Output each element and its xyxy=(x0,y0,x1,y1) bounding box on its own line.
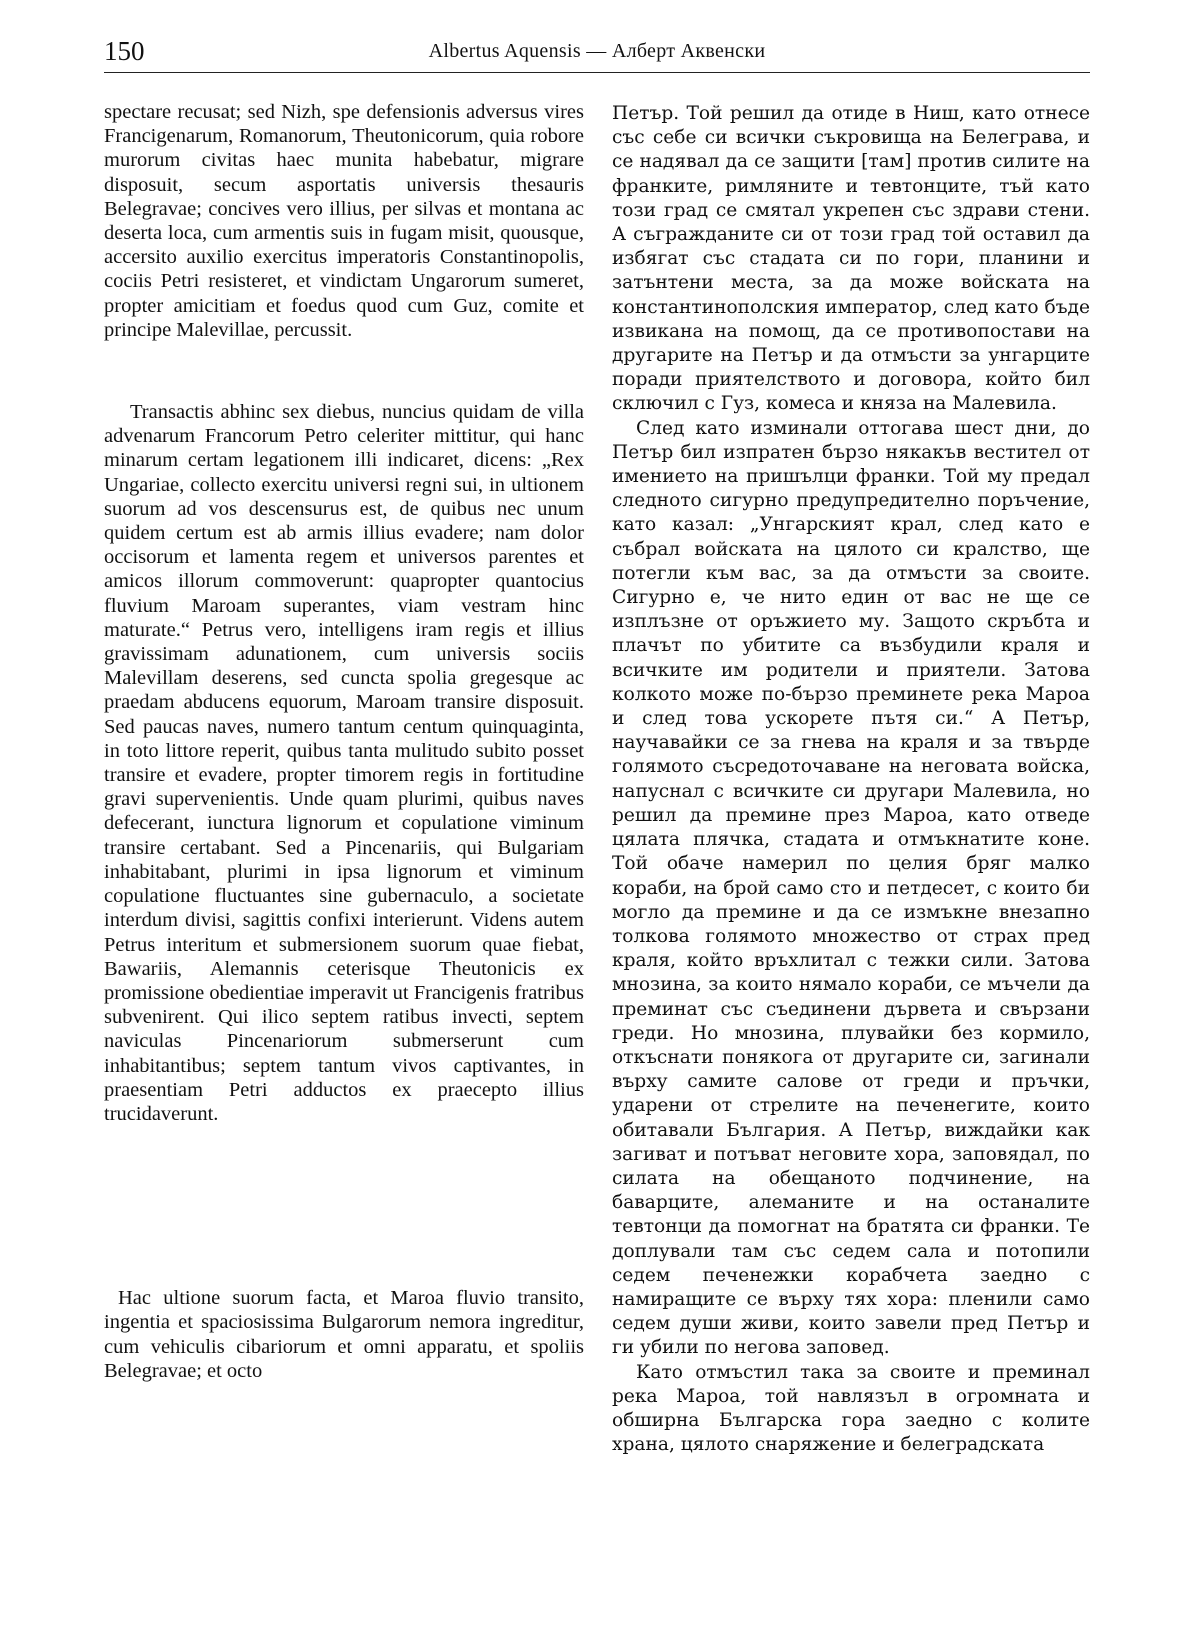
latin-paragraph: Hac ultione suorum facta, et Maroa fluvio transito, ingentia et spaciosissima Bulgarorum nemora ingreditur, cum vehiculis cibariorum et omni apparatu, et spoliis Belegravae; et octo xyxy=(104,1287,584,1382)
latin-column xyxy=(104,90,584,1383)
page-header xyxy=(104,34,1090,74)
bulgarian-paragraph: Петър. Той решил да отиде в Ниш, като отнесе със себе си всички съкровища на Белеграва, и се надявал да се защити [там] против силите на франките, римляните и тевтонците, тъй като този град се смятал укрепен със здрави стени. А съгражданите си от този град той оставил да избягат със стадата си по гори, планини и затънтени места, за да може войската на константинополския император, след като бъде извикана на помощ, да се противопостави на другарите на Петър и да отмъсти за унгарците поради приятелството и договора, който бил сключил с Гуз, комеса и княза на Малевила. xyxy=(612,103,1090,415)
bulgarian-column xyxy=(612,92,1090,1457)
latin-paragraph: Transactis abhinc sex diebus, nuncius quidam de villa advenarum Francorum Petro celeriter mittitur, qui hanc minarum certam legationem illi indicaret, dicens: „Rex Ungariae, collecto exercitu universi regni sui, in ultionem suorum ad vos descensurus est, de quibus nec unum quidem certum est ab armis illius evadere; nam dolor occisorum et lamenta regem et universos parentes et amicos illorum commoverunt: quapropter quantocius fluvium Maroam superantes, viam vestram hinc maturate.“ Petrus vero, intelligens iram regis et illius gravissimam adunationem, cum universis sociis Malevillam deserens, sed cuncta spolia gregesque ac praedam abducens equorum, Maroam transire disposuit. Sed paucas naves, numero tantum centum quinquaginta, in toto littore reperit, quibus tanta mulitudo subito posset transire et evadere, propter timorem regis in fortitudine gravi supervenientis. Unde quam plurimi, quibus naves defecerant, iunctura lignorum et copulatione viminum transire certabant. Sed a Pincenariis, qui Bulgariam inhabitabant, plurimi in ipsa lignorum et viminum copulatione fluctuantes sine gubernaculo, a societate interdum divisi, sagittis confixi interierunt. Videns autem Petrus interitum et submersionem suorum quae fiebat, Bawariis, Alemannis ceterisque Theutonicis ex promissione obedientiae imperavit ut Francigenis fratribus subvenirent. Qui ilico septem ratibus invecti, septem naviculas Pincenariorum submerserunt cum inhabitantibus; septem tantum vivos captivantes, in praesentiam Petri adductos ex praecepto illius trucidaverunt. xyxy=(104,401,584,1125)
running-head: Albertus Aquensis — Алберт Аквенски xyxy=(428,40,766,62)
page-number: 150 xyxy=(104,36,145,66)
bulgarian-paragraph: Като отмъстил така за своите и преминал река Мароа, той навлязъл в огромната и обширна Българска гора заедно с колите храна, цялото снаряжение и белеградската xyxy=(612,1361,1090,1456)
header-rule xyxy=(104,72,1090,73)
bulgarian-paragraph: След като изминали оттогава шест дни, до Петър бил изпратен бързо някакъв вестител от имението на пришълци франки. Той му предал следното сигурно предупредително поръчение, като казал: „Унгарският крал, след като е събрал войската на цялото си кралство, ще потегли към вас, за да отмъсти за своите. Сигурно е, че нито един от вас не ще се изплъзне от оръжието му. Защото скръбта и плачът по убитите са възбудили краля и всичките им родители и приятели. Затова колкото може по-бързо преминете река Мароа и след това ускорете пътя си.“ А Петър, научавайки се за гнева на краля и за твърде голямото съсредоточаване на неговата войска, напуснал с всичките си другари Малевила, но решил да премине през Мароа, като отведе цялата плячка, стадата и отмъкнатите коне. Той обаче намерил по целия бряг малко кораби, на брой само сто и петдесет, с които би могло да премине и да се измъкне внезапно толкова голямото множество от страх пред краля, който връхлитал с тежки сили. Затова мнозина, за които нямало кораби, се мъчели да преминат със съединени дървета и свързани греди. Но мнозина, плувайки без кормило, откъснати понякога от другарите си, загинали върху самите салове от греди и пръчки, ударени от стрелите на печенегите, които обитавали България. А Петър, виждайки как загиват и потъват неговите хора, заповядал, по силата на обещаното подчинение, на баварците, алеманите и на останалите тевтонци да помогнат на братята си франки. Те доплували там със седем сала и потопили седем печенежки корабчета заедно с намиращите се върху тях хора: пленили само седем души живи, които завели пред Петър и ги убили по негова заповед. xyxy=(612,417,1090,1359)
latin-paragraph: spectare recusat; sed Nizh, spe defensionis adversus vires Francigenarum, Romanorum, Theutonicorum, quia robore murorum civitas haec munita habebatur, migrare disposuit, secum asportatis universis thesauris Belegravae; concives vero illius, per silvas et montana ac deserta loca, cum armentis suis in fugam misit, quousque, accersito auxilio exercitus imperatoris Constantinopolis, cociis Petri resisteret, et vindictam Ungarorum sumeret, propter amicitiam et foedus quod cum Guz, comite et principe Malevillae, percussit. xyxy=(104,101,584,341)
